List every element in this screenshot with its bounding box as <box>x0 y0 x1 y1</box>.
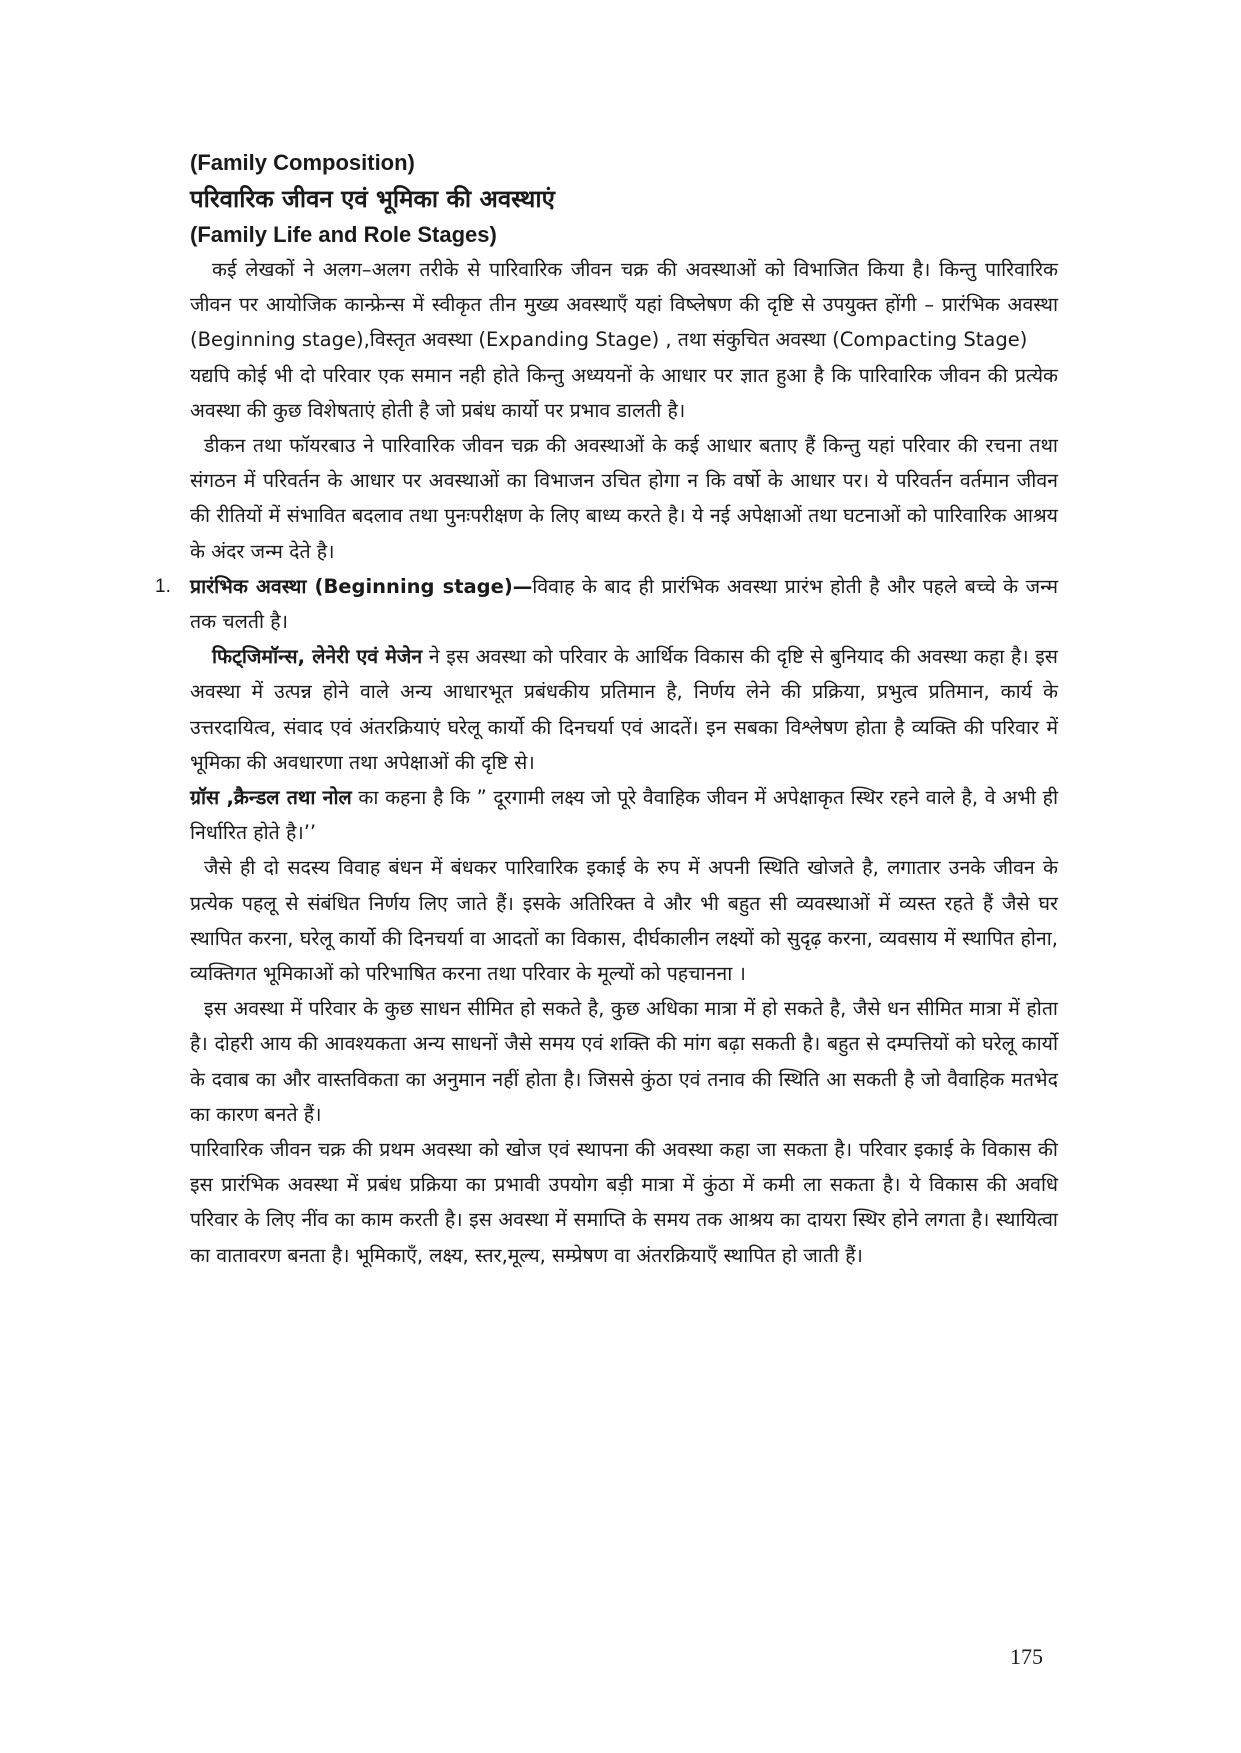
page-number: 175 <box>1010 1644 1043 1669</box>
heading-hindi-family-life: परिवारिक जीवन एवं भूमिका की अवस्थाएं <box>190 185 555 213</box>
list-item-heading: प्रारंभिक अवस्था (Beginning stage)— <box>190 574 533 598</box>
paragraph-deacon-firebaugh: डीकन तथा फॉयरबाउ ने पारिवारिक जीवन चक्र की अवस्थाओं के कई आधार बताए हैं किन्तु यहां परिवार की रचना तथा संगठन में परिवर्तन के आधार पर अवस्थाओं का विभाजन उचित होगा न कि वर्षो के आधार पर। ये परिवर्तन वर्तमान जीवन की रीतियों में संभावित बदलाव तथा पुनःपरीक्षण के लिए बाध्य करते है। ये नई अपेक्षाओं तथा घटनाओं को पारिवारिक आश्रय के अंदर जन्म देते है। <box>190 434 1058 563</box>
heading-family-life-role-stages: (Family Life and Role Stages) <box>190 222 497 247</box>
heading-family-composition: (Family Composition) <box>190 150 415 175</box>
paragraph-characteristics: यद्यपि कोई भी दो परिवार एक समान नही होते किन्तु अध्ययनों के आधार पर ज्ञात हुआ है कि पारिवारिक जीवन की प्रत्येक अवस्था की कुछ विशेषताएं होती है जो प्रबंध कार्यो पर प्रभाव डालती है। <box>190 363 1058 422</box>
authors-fitzsimmons: फिट्जिमॉन्स, लेनेरी एवं मेजेन <box>212 645 423 669</box>
paragraph-resources: इस अवस्था में परिवार के कुछ साधन सीमित हो सकते है, कुछ अधिका मात्रा में हो सकते है, जैसे धन सीमित मात्रा में होता है। दोहरी आय की आवश्यकता अन्य साधनों जैसे समय एवं शक्ति की मांग बढ़ा सकती है। बहुत से दम्पत्तियों को घरेलू कार्यो के दवाब का और वास्तविकता का अनुमान नहीं होता है। जिससे कुंठा एवं तनाव की स्थिति आ सकती है जो वैवाहिक मतभेद का कारण बनते हैं। <box>190 997 1058 1126</box>
paragraph-fitzsimmons <box>190 639 1058 780</box>
paragraph-marriage-unit: जैसे ही दो सदस्य विवाह बंधन में बंधकर पारिवारिक इकाई के रुप में अपनी स्थिति खोजते है, लगातार उनके जीवन के प्रत्येक पहलू से संबंधित निर्णय लिए जाते हैं। इसके अतिरिक्त वे और भी बहुत सी व्यवस्थाओं में व्यस्त रहते हैं जैसे घर स्थापित करना, घरेलू कार्यो की दिनचर्या वा आदतों का विकास, दीर्घकालीन लक्ष्यों को सुदृढ़ करना, व्यवसाय में स्थापित होना, व्यक्तिगत भूमिकाओं को परिभाषित करना तथा परिवार के मूल्यों को पहचानना । <box>190 856 1058 986</box>
paragraph-gross-body: का कहना है कि ” दूरगामी लक्ष्य जो पूरे वैवाहिक जीवन में अपेक्षाकृत स्थिर रहने वाले है, वे अभी ही निर्धारित होते है।’’ <box>190 786 1058 845</box>
paragraph-gross <box>190 780 1058 850</box>
list-number: 1. <box>155 575 171 597</box>
paragraph-intro: कई लेखकों ने अलग–अलग तरीके से पारिवारिक जीवन चक्र की अवस्थाओं को विभाजित किया है। किन्तु पारिवारिक जीवन पर आयोजिक कान्फ्रेन्स में स्वीकृत तीन मुख्य अवस्थाएँ यहां विष्लेषण की दृष्टि से उपयुक्त होंगी – प्रारंभिक अवस्था (Beginning stage),विस्तृत अवस्था (Expanding Stage) , तथा संकुचित अवस्था (Compacting Stage) <box>190 258 1058 352</box>
authors-gross: ग्रॉस ,क्रैन्डल तथा नोल <box>190 786 352 810</box>
page-content <box>155 146 1058 1273</box>
paragraph-fitzsimmons-body: ने इस अवस्था को परिवार के आर्थिक विकास की दृष्टि से बुनियाद की अवस्था कहा है। इस अवस्था में उत्पन्न होने वाले अन्य आधारभूत प्रबंधकीय प्रतिमान है, निर्णय लेने की प्रक्रिया, प्रभुत्व प्रतिमान, कार्य के उत्तरदायित्व, संवाद एवं अंतरक्रियाएं घरेलू कार्यो की दिनचर्या एवं आदतें। इन सबका विश्लेषण होता है व्यक्ति की परिवार में भूमिका की अवधारणा तथा अपेक्षाओं की दृष्टि से। <box>190 645 1058 774</box>
list-item-text <box>190 569 1058 639</box>
list-item-body: विवाह के बाद ही प्रारंभिक अवस्था प्रारंभ होती है और पहले बच्चे के जन्म तक चलती है। <box>190 574 1058 634</box>
list-item-beginning-stage <box>155 569 1058 639</box>
paragraph-first-stage: पारिवारिक जीवन चक्र की प्रथम अवस्था को खोज एवं स्थापना की अवस्था कहा जा सकता है। परिवार इकाई के विकास की इस प्रारंभिक अवस्था में प्रबंध प्रक्रिया का प्रभावी उपयोग बड़ी मात्रा में कुंठा में कमी ला सकता है। ये विकास की अवधि परिवार के लिए नींव का काम करती है। इस अवस्था में समाप्ति के समय तक आश्रय का दायरा स्थिर होने लगता है। स्थायित्वा का वातावरण बनता है। भूमिकाएँ, लक्ष्य, स्तर,मूल्य, सम्प्रेषण वा अंतरक्रियाएँ स्थापित हो जाती हैं। <box>190 1138 1058 1267</box>
